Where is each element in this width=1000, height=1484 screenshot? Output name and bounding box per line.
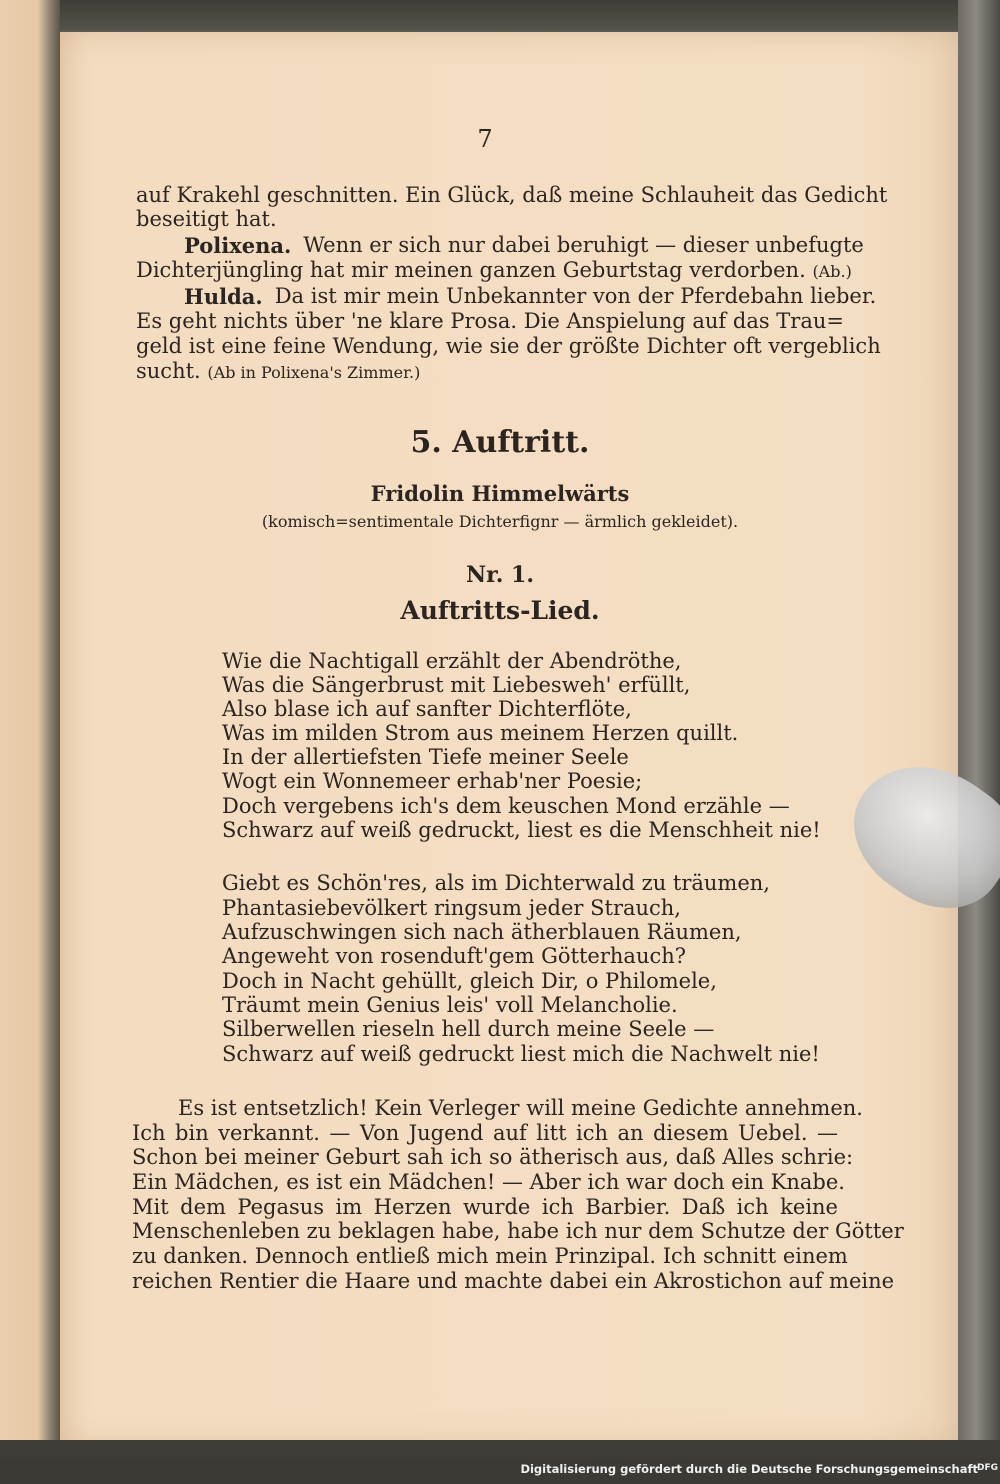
dialogue-text: Dichterjüngling hat mir meinen ganzen Geburtstag verdorben. [136,258,806,282]
dialogue-text: sucht. [136,359,201,383]
verse-line: Was die Sängerbrust mit Liebesweh' erfüllt, [222,673,691,697]
verse-line: Schwarz auf weiß gedruckt liest mich die Nachwelt nie! [222,1042,820,1066]
dialogue-polixena [184,233,864,258]
speaker-name: Polixena. [184,233,292,258]
scan-border-top [60,0,958,34]
song-title: Auftritts-Lied. [400,596,600,625]
verse-line: Was im milden Strom aus meinem Herzen quillt. [222,721,739,745]
scan-border-bottom [0,1440,1000,1458]
verse-line: In der allertiefsten Tiefe meiner Seele [222,745,629,769]
verse-line: Wie die Nachtigall erzählt der Abendröthe, [222,649,682,673]
text-line: Menschenleben zu beklagen habe, habe ich nur dem Schutze der Götter [132,1219,904,1243]
dialogue-line [136,258,852,282]
verse-line: Also blase ich auf sanfter Dichterflöte, [222,697,632,721]
verse-line: Schwarz auf weiß gedruckt, liest es die Menschheit nie! [222,818,821,842]
dialogue-line [136,359,420,383]
funding-credit: Digitalisierung gefördert durch die Deutsche Forschungsgemeinschaft [520,1462,978,1476]
verse-line: Wogt ein Wonnemeer erhab'ner Poesie; [222,769,643,793]
text-line: Schon bei meiner Geburt sah ich so ätherisch aus, daß Alles schrie: [132,1145,854,1169]
character-description: (komisch=sentimentale Dichterfignr — ärmlich gekleidet). [261,512,739,531]
dialogue-hulda [184,284,877,309]
song-number: Nr. 1. [466,562,534,588]
text-line: zu danken. Dennoch entließ mich mein Prinzipal. Ich schnitt einem [132,1244,848,1268]
text-line: Ich bin verkannt. — Von Jugend auf litt ich an diesem Uebel. — [132,1121,838,1145]
scene-title: 5. Auftritt. [410,425,590,460]
dialogue-text: Wenn er sich nur dabei beruhigt — dieser unbefugte [303,233,864,257]
dfg-logo: DFG [976,1463,998,1473]
verse-line: Angeweht von rosenduft'gem Götterhauch? [222,944,687,968]
scan-border-right [958,0,1000,1458]
dialogue-text: Da ist mir mein Unbekannter von der Pferdebahn lieber. [274,284,877,308]
verse-line: Phantasiebevölkert ringsum jeder Strauch, [222,896,681,920]
verse-line: Giebt es Schön'res, als im Dichterwald zu träumen, [222,871,770,895]
page-number: 7 [477,125,493,153]
character-name: Fridolin Himmelwärts [370,481,630,506]
text-line: geld ist eine feine Wendung, wie sie der größte Dichter oft vergeblich [136,334,881,358]
text-line: auf Krakehl geschnitten. Ein Glück, daß meine Schlauheit das Gedicht [136,183,888,207]
text-line: Ein Mädchen, es ist ein Mädchen! — Aber ich war doch ein Knabe. [132,1170,845,1194]
text-line: beseitigt hat. [136,207,277,231]
stage-direction: (Ab.) [812,262,852,281]
verse-line: Silberwellen rieseln hell durch meine Seele — [222,1017,715,1041]
previous-page-edge [0,0,60,1458]
text-line: Es ist entsetzlich! Kein Verleger will meine Gedichte annehmen. [178,1096,863,1120]
speaker-name: Hulda. [184,284,263,309]
verse-line: Träumt mein Genius leis' voll Melancholie. [222,993,678,1017]
verse-line: Aufzuschwingen sich nach ätherblauen Räumen, [222,920,742,944]
text-line: Es geht nichts über 'ne klare Prosa. Die Anspielung auf das Trau= [136,309,844,333]
text-line: reichen Rentier die Haare und machte dabei ein Akrostichon auf meine [132,1269,895,1293]
verse-line: Doch vergebens ich's dem keuschen Mond erzähle — [222,794,790,818]
verse-line: Doch in Nacht gehüllt, gleich Dir, o Philomele, [222,969,717,993]
stage-direction: (Ab in Polixena's Zimmer.) [207,363,421,382]
text-line: Mit dem Pegasus im Herzen wurde ich Barbier. Daß ich keine [132,1195,838,1219]
